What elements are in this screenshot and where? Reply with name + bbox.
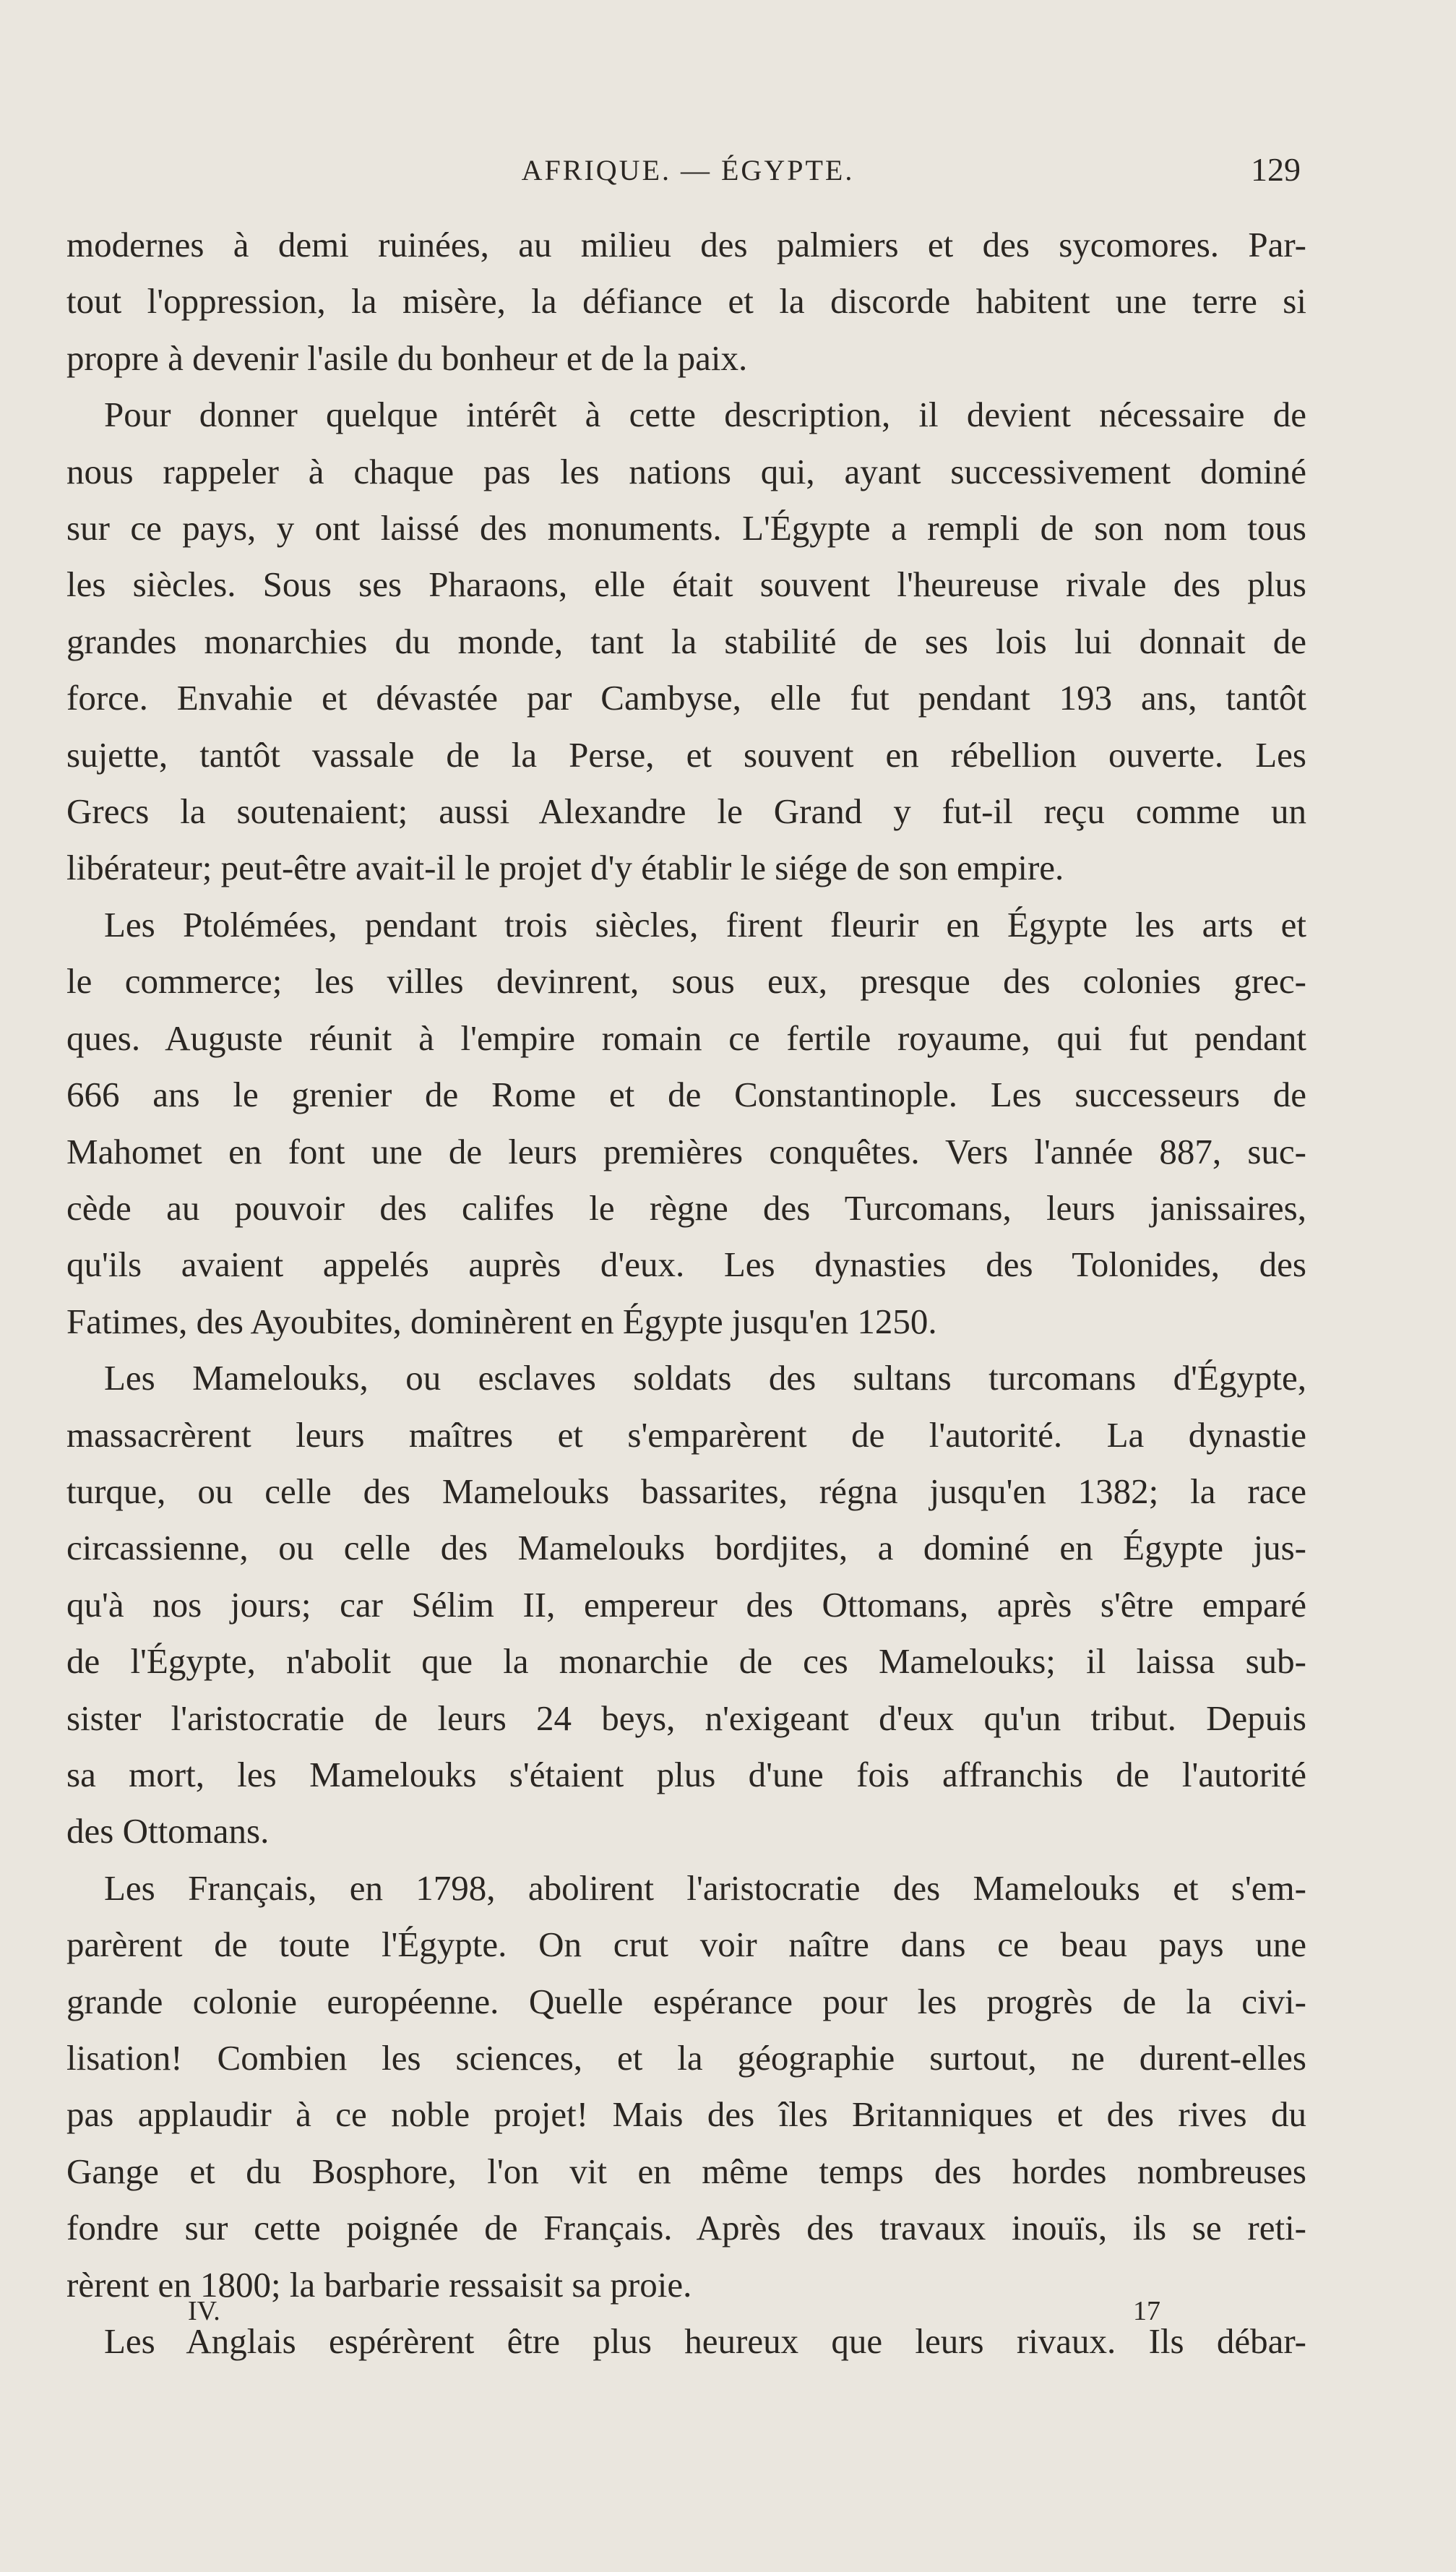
text-line: rèrent en 1800; la barbarie ressaisit sa proie. [66,2264,692,2305]
text-line: Grecs la soutenaient; aussi Alexandre le Grand y fut-il reçu comme un [66,791,1306,832]
text-line: grande colonie européenne. Quelle espérance pour les progrès de la civi- [66,1981,1306,2021]
folio-mark: 17 [1133,2296,1160,2326]
text-line: sister l'aristocratie de leurs 24 beys, n'exigeant d'eux qu'un tribut. Depuis [66,1698,1306,1738]
signature-mark: IV. [188,2296,220,2326]
text-line: sujette, tantôt vassale de la Perse, et souvent en rébellion ouverte. Les [66,734,1306,775]
text-line: tout l'oppression, la misère, la défiance et la discorde habitent une terre si [66,281,1306,322]
text-line: Les Français, en 1798, abolirent l'aristocratie des Mamelouks et s'em- [104,1867,1306,1908]
text-line: le commerce; les villes devinrent, sous eux, presque des colonies grec- [66,961,1306,1002]
text-line: circassienne, ou celle des Mamelouks bordjites, a dominé en Égypte jus- [66,1528,1306,1568]
text-line: grandes monarchies du monde, tant la stabilité de ses lois lui donnait de [66,621,1306,661]
page-number: 129 [1251,151,1301,188]
text-line: qu'à nos jours; car Sélim II, empereur des Ottomans, après s'être emparé [66,1584,1306,1625]
text-line: propre à devenir l'asile du bonheur et de la paix. [66,337,748,378]
text-line: sa mort, les Mamelouks s'étaient plus d'une fois affranchis de l'autorité [66,1754,1306,1794]
text-line: Gange et du Bosphore, l'on vit en même temps des hordes nombreuses [66,2151,1306,2191]
text-line: lisation! Combien les sciences, et la géographie surtout, ne durent-elles [66,2038,1306,2078]
text-line: qu'ils avaient appelés auprès d'eux. Les dynasties des Tolonides, des [66,1244,1306,1285]
text-line: ques. Auguste réunit à l'empire romain ce fertile royaume, qui fut pendant [66,1018,1306,1058]
text-line: nous rappeler à chaque pas les nations qui, ayant successivement dominé [66,451,1306,491]
text-line: libérateur; peut-être avait-il le projet d'y établir le siége de son empire. [66,848,1064,888]
text-line: turque, ou celle des Mamelouks bassarites, régna jusqu'en 1382; la race [66,1471,1306,1511]
text-line: sur ce pays, y ont laissé des monuments. L'Égypte a rempli de son nom tous [66,508,1306,549]
text-line: force. Envahie et dévastée par Cambyse, elle fut pendant 193 ans, tantôt [66,678,1306,718]
text-line: massacrèrent leurs maîtres et s'emparèrent de l'autorité. La dynastie [66,1414,1306,1455]
text-line: Les Mamelouks, ou esclaves soldats des sultans turcomans d'Égypte, [104,1358,1306,1398]
text-line: cède au pouvoir des califes le règne des Turcomans, leurs janissaires, [66,1187,1306,1228]
text-line: Mahomet en font une de leurs premières conquêtes. Vers l'année 887, suc- [66,1131,1306,1171]
text-line: Les Anglais espérèrent être plus heureux que leurs rivaux. Ils débar- [104,2321,1306,2362]
text-line: fondre sur cette poignée de Français. Après des travaux inouïs, ils se reti- [66,2208,1306,2248]
page-header [66,153,1309,197]
text-line: pas applaudir à ce noble projet! Mais des îles Britanniques et des rives du [66,2094,1306,2135]
text-line: des Ottomans. [66,1811,270,1851]
text-line: 666 ans le grenier de Rome et de Constantinople. Les successeurs de [66,1075,1306,1115]
text-line: modernes à demi ruinées, au milieu des palmiers et des sycomores. Par- [66,225,1306,264]
text-line: parèrent de toute l'Égypte. On crut voir naître dans ce beau pays une [66,1924,1306,1965]
text-line: les siècles. Sous ses Pharaons, elle était souvent l'heureuse rivale des plus [66,564,1306,605]
text-line: Fatimes, des Ayoubites, dominèrent en Égypte jusqu'en 1250. [66,1301,937,1341]
text-line: Pour donner quelque intérêt à cette description, il devient nécessaire de [104,395,1306,435]
body-text [66,217,1306,2370]
text-line: de l'Égypte, n'abolit que la monarchie de ces Mamelouks; il laissa sub- [66,1641,1306,1682]
text-line: Les Ptolémées, pendant trois siècles, firent fleurir en Égypte les arts et [104,904,1306,945]
running-head: AFRIQUE. — ÉGYPTE. [521,154,855,186]
page-footer [66,2295,1306,2339]
